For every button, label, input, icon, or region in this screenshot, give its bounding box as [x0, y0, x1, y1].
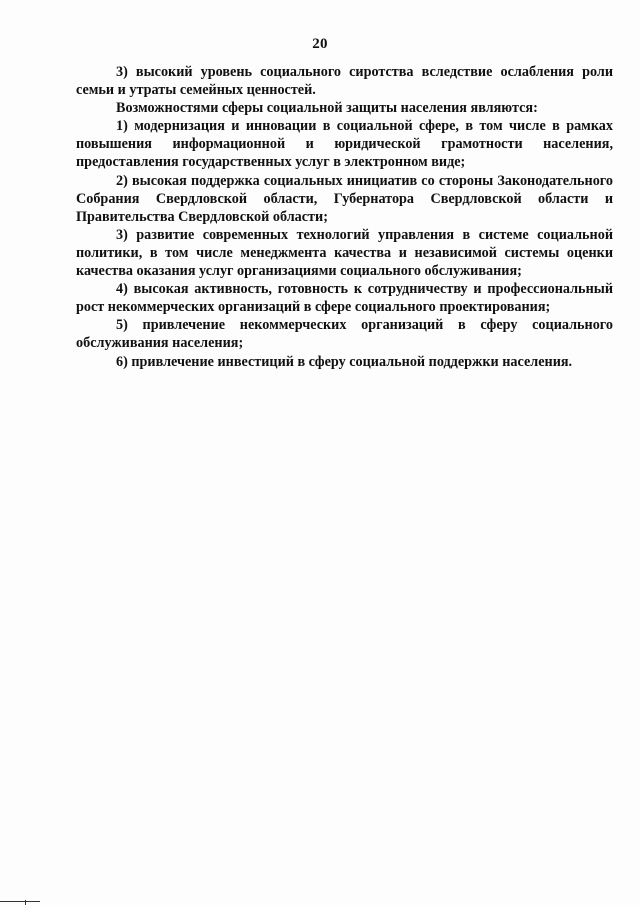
scan-edge-line [0, 901, 40, 902]
paragraph-threat-3: 3) высокий уровень социального сиротства вследствие ослабления роли семьи и утраты семейных ценностей. [76, 64, 613, 99]
paragraph-opportunity-6: 6) привлечение инвестиций в сферу социальной поддержки населения. [116, 353, 573, 370]
paragraph-opportunity-3: 3) развитие современных технологий управления в системе социальной политики, в том числе менеджмента качества и независимой системы оценки качества оказания услуг организациями социального обслуживания; [76, 226, 613, 280]
page-number: 20 [312, 36, 328, 52]
document-body [76, 63, 613, 371]
paragraph-opportunity-4: 4) высокая активность, готовность к сотрудничеству и профессиональный рост некоммерческих организаций в сфере социального проектирования; [76, 281, 613, 316]
scan-edge-tick [25, 900, 26, 905]
paragraph-opportunity-2: 2) высокая поддержка социальных инициатив со стороны Законодательного Собрания Свердловской области, Губернатора Свердловской области и Правительства Свердловской области; [76, 172, 613, 225]
paragraph-opportunity-1: 1) модернизация и инновации в социальной сфере, в том числе в рамках повышения информационной и юридической грамотности населения, предоставления государственных услуг в электронном виде; [76, 118, 613, 171]
paragraph-opportunities-heading: Возможностями сферы социальной защиты населения являются: [116, 100, 538, 117]
paragraph-opportunity-5: 5) привлечение некоммерческих организаций в сферу социального обслуживания населения; [76, 317, 613, 352]
